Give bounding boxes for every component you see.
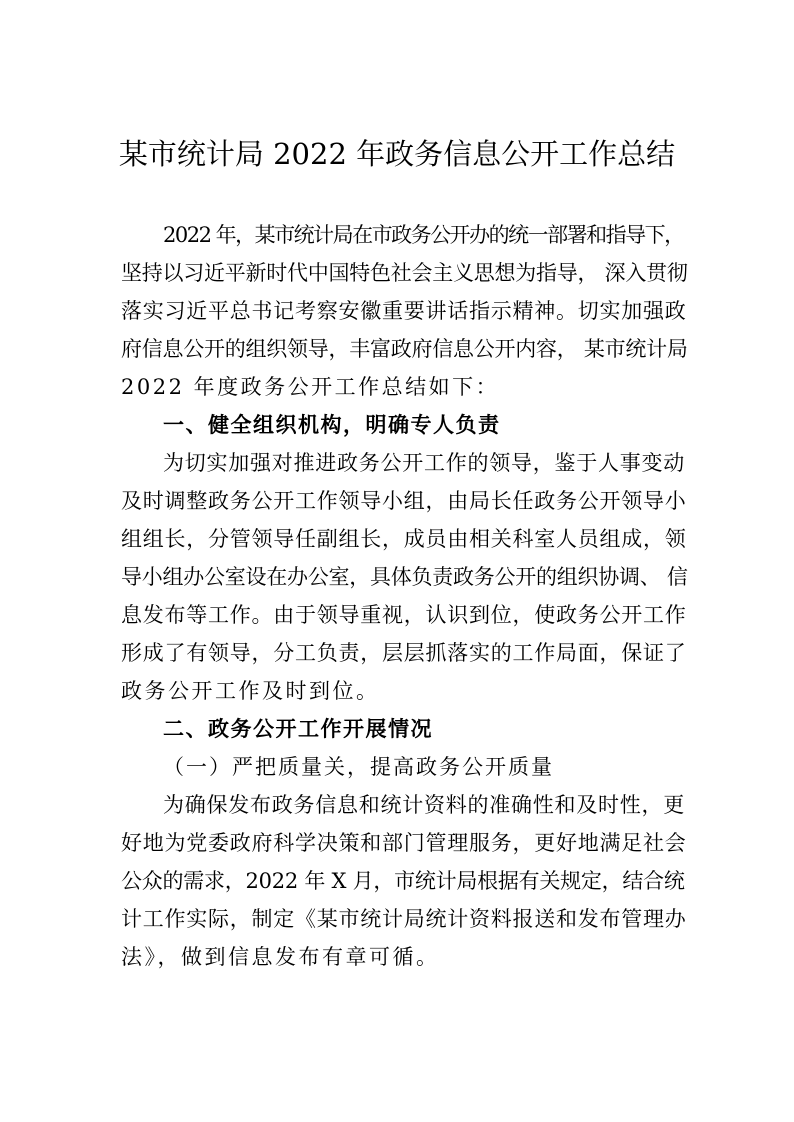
intro-line: 府信息公开的组织领导，丰富政府信息公开内容， 某市统计局 — [121, 337, 688, 361]
subsection-1-line: 法》，做到信息发布有章可循。 — [121, 945, 440, 969]
section-1-line: 组组长，分管领导任副组长，成员由相关科室人员组成，领 — [121, 527, 687, 551]
section-1-line: 及时调整政务公开工作领导小组，由局长任政务公开领导小 — [121, 489, 687, 513]
intro-line: 2022 年，某市统计局在市政务公开办的统一部署和指导下， — [163, 223, 684, 247]
section-1-heading: 一、健全组织机构，明确专人负责 — [163, 413, 501, 437]
subsection-1-line: 公众的需求，2022 年 X 月，市统计局根据有关规定，结合统 — [121, 869, 685, 893]
intro-line: 落实习近平总书记考察安徽重要讲话指示精神。切实加强政 — [121, 299, 687, 323]
intro-line: 坚持以习近平新时代中国特色社会主义思想为指导， 深入贯彻 — [121, 261, 688, 285]
document-title: 某市统计局 2022 年政务信息公开工作总结 — [118, 137, 676, 171]
section-1-line: 政务公开工作及时到位。 — [121, 679, 380, 703]
section-1-line: 息发布等工作。由于领导重视，认识到位，使政务公开工作 — [121, 603, 687, 627]
section-1-line: 为切实加强对推进政务公开工作的领导，鉴于人事变动 — [163, 451, 685, 475]
section-2-heading: 二、政务公开工作开展情况 — [163, 717, 433, 741]
subsection-1-line: 好地为党委政府科学决策和部门管理服务，更好地满足社会 — [121, 831, 687, 855]
section-1-line: 导小组办公室设在办公室，具体负责政务公开的组织协调、 信 — [121, 565, 688, 589]
subsection-1-line: 为确保发布政务信息和统计资料的准确性和及时性，更 — [163, 793, 685, 817]
intro-line: 2022 年度政务公开工作总结如下： — [121, 375, 500, 399]
subsection-1-line: 计工作实际，制定《某市统计局统计资料报送和发布管理办 — [121, 907, 687, 931]
subsection-1-heading: （一）严把质量关，提高政务公开质量 — [163, 755, 554, 779]
section-1-line: 形成了有领导，分工负责，层层抓落实的工作局面，保证了 — [121, 641, 687, 665]
